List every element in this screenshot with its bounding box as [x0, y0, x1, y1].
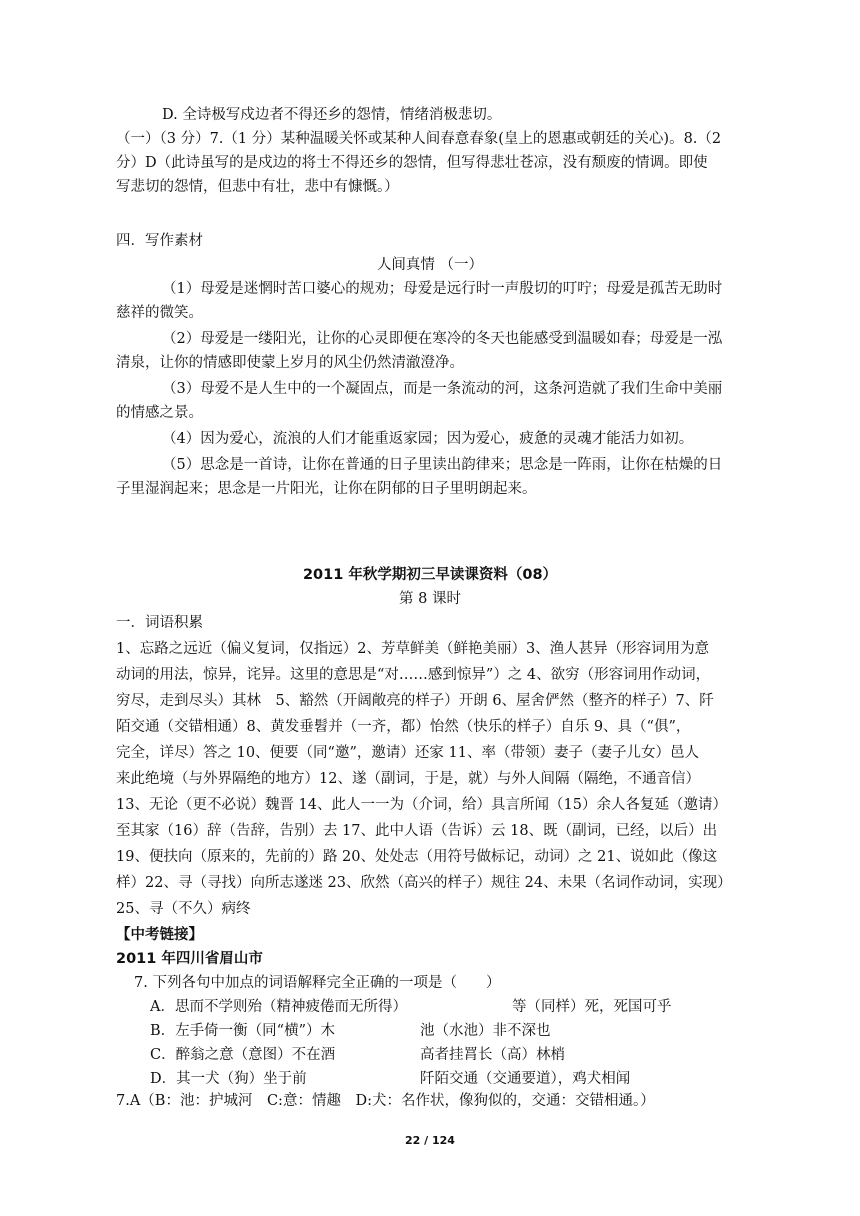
writing-p5-a: （5）思念是一首诗，让你在普通的日子里读出韵律来；思念是一阵雨，让你在枯燥的日 — [162, 457, 723, 473]
option-d-text: D. 全诗极写戍边者不得还乡的怨情，情绪消极悲切。 — [162, 107, 502, 123]
vocab-line-2: 动词的用法，惊异，诧异。这里的意思是“对……感到惊异”）之 4、欲穷（形容词用作动词， — [116, 667, 711, 683]
vocab-line-6: 来此绝境（与外界隔绝的地方）12、遂（副词，于是，就）与外人间隔（隔绝，不通音信） — [116, 771, 700, 787]
answer-line-1: （一）（3 分）7.（1 分）某种温暖关怀或某种人间春意春象(皇上的恩惠或朝廷的关心)。8.（2 — [116, 131, 722, 147]
option-a-left: A．思而不学则殆（精神疲倦而无所得） — [150, 999, 407, 1015]
writing-title: 人间真情 （一） — [376, 257, 484, 273]
option-a-right: 等（同样）死，死国可乎 — [512, 999, 672, 1015]
exam-question: 7. 下列各句中加点的词语解释完全正确的一项是（ ） — [134, 975, 501, 991]
writing-p1-a: （1）母爱是迷惘时苦口婆心的规劝；母爱是远行时一声殷切的叮咛；母爱是孤苦无助时 — [162, 281, 723, 297]
option-c-left: C．醉翁之意（意图）不在酒 — [150, 1047, 336, 1063]
vocab-line-9: 19、便扶向（原来的，先前的）路 20、处处志（用符号做标记，动词）之 21、说如此（像这 — [116, 849, 718, 865]
exam-answer: 7.A（B：池：护城河 C:意：情趣 D:犬：名作状，像狗似的，交通：交错相通。） — [116, 1093, 655, 1109]
writing-p3-a: （3）母爱不是人生中的一个凝固点，而是一条流动的河，这条河造就了我们生命中美丽 — [162, 381, 723, 397]
answer-line-3: 写悲切的怨情，但悲中有壮，悲中有慷慨。） — [116, 179, 399, 195]
vocab-line-7: 13、无论（更不必说）魏晋 14、此人一一为（介词，给）具言所闻（15）余人各复延（邀请） — [116, 797, 727, 813]
vocab-line-4: 陌交通（交错相通）8、黄发垂髫并（一齐，都）怡然（快乐的样子）自乐 9、具（“俱”， — [116, 719, 691, 735]
section-title: 2011 年秋学期初三早读课资料（08） — [302, 567, 558, 583]
option-d-right: 阡陌交通（交通要道），鸡犬相闻 — [420, 1071, 631, 1087]
vocab-line-10: 样）22、寻（寻找）向所志遂迷 23、欣然（高兴的样子）规往 24、未果（名词作动词，实现） — [116, 875, 732, 891]
section-subtitle: 第 8 课时 — [399, 591, 461, 607]
writing-p5-b: 子里湿润起来；思念是一片阳光，让你在阴郁的日子里明朗起来。 — [116, 481, 537, 497]
option-c-right: 高者挂罥长（高）林梢 — [420, 1047, 565, 1063]
option-d-left: D．其一犬（狗）坐于前 — [150, 1071, 307, 1087]
exam-heading: 【中考链接】 — [116, 927, 203, 943]
writing-p3-b: 的情感之景。 — [116, 405, 203, 421]
writing-p4: （4）因为爱心，流浪的人们才能重返家园；因为爱心，疲惫的灵魂才能活力如初。 — [162, 431, 694, 447]
vocab-line-5: 完全，详尽）答之 10、便要（同“邀”，邀请）还家 11、率（带领）妻子（妻子儿女）邑人 — [116, 745, 699, 761]
vocab-line-3: 穷尽，走到尽头）其林 5、豁然（开阔敞亮的样子）开朗 6、屋舍俨然（整齐的样子）7、阡 — [116, 693, 714, 709]
writing-heading: 四．写作素材 — [116, 233, 203, 249]
writing-p2-b: 清泉，让你的情感即使蒙上岁月的风尘仍然清澈澄净。 — [116, 355, 464, 371]
exam-source: 2011 年四川省眉山市 — [116, 951, 263, 967]
option-b-right: 池（水池）非不深也 — [420, 1023, 551, 1039]
answer-line-2: 分）D（此诗虽写的是戍边的将士不得还乡的怨情，但写得悲壮苍凉，没有颓废的情调。即使 — [116, 155, 708, 171]
writing-p2-a: （2）母爱是一缕阳光，让你的心灵即便在寒冷的冬天也能感受到温暖如春；母爱是一泓 — [162, 331, 723, 347]
vocab-line-11: 25、寻（不久）病终 — [116, 901, 251, 917]
vocab-line-8: 至其家（16）辞（告辞，告别）去 17、此中人语（告诉）云 18、既（副词，已经，以后）出 — [116, 823, 718, 839]
vocab-heading: 一．词语积累 — [116, 615, 203, 631]
option-b-left: B．左手倚一衡（同“横”）木 — [150, 1023, 335, 1039]
page-number: 22 / 124 — [405, 1134, 455, 1147]
writing-p1-b: 慈祥的微笑。 — [116, 305, 203, 321]
vocab-line-1: 1、忘路之远近（偏义复词，仅指远）2、芳草鲜美（鲜艳美丽）3、渔人甚异（形容词用为意 — [116, 641, 710, 657]
